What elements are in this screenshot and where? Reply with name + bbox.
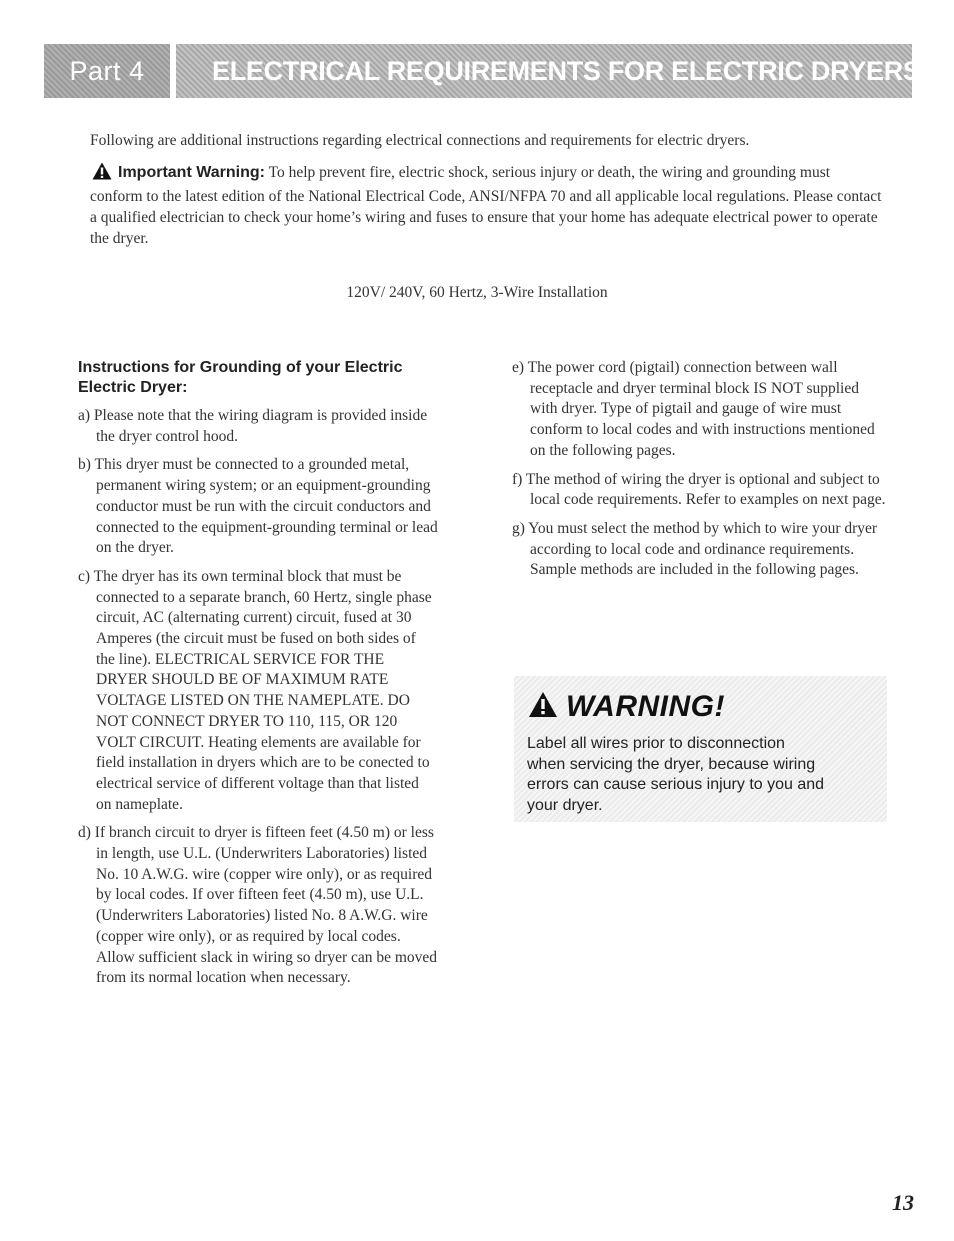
grounding-instructions-right xyxy=(512,358,887,589)
title-bar xyxy=(176,44,921,98)
warning-box xyxy=(514,676,887,822)
warning-triangle-icon xyxy=(528,691,558,723)
warning-text: Label all wires prior to disconnection when servicing the dryer, because wiring errors can cause serious injury to you and your dryer. xyxy=(527,735,825,814)
page-title: ELECTRICAL REQUIREMENTS FOR ELECTRIC DRYERS xyxy=(212,56,921,86)
installation-type: 120V/ 240V, 60 Hertz, 3-Wire Installation xyxy=(346,284,608,301)
list-item: c) The dryer has its own terminal block that must be connected to a separate branch, 60 Hertz, single phase circuit, AC (alternating current) circuit, fused at 30 Amperes (the circuit must be fused on both sides of the line). ELECTRICAL SERVICE FOR THE DRYER SHOULD BE OF MAXIMUM RATE VOLTAGE LISTED ON THE NAMEPLATE. DO NOT CONNECT DRYER TO 110, 115, OR 120 VOLT CIRCUIT. Heating elements are available for field installation in dryers which are to be conected to electrical service of different voltage than that listed on nameplate. xyxy=(78,567,432,813)
list-item: g) You must select the method by which to wire your dryer according to local code and ordinance requirements. Sample methods are included in the following pages. xyxy=(512,519,878,579)
page-number: 13 xyxy=(892,1190,914,1215)
important-warning-text: To help prevent fire, electric shock, serious injury or death, the wiring and grounding must conform to the latest edition of the National Electrical Code, ANSI/NFPA 70 and all applicable local regulations. Please contact a qualified electrician to check your home’s wiring and fuses to ensure that your home has adequate electrical power to operate the dryer. xyxy=(90,164,882,247)
page-header xyxy=(44,44,921,98)
part-tab: Part 4 xyxy=(44,44,170,98)
warning-triangle-icon xyxy=(92,162,112,186)
grounding-heading: Instructions for Grounding of your Electric Electric Dryer: xyxy=(78,359,403,396)
warning-title: WARNING! xyxy=(566,690,725,723)
list-item: b) This dryer must be connected to a grounded metal, permanent wiring system; or an equipment-grounding conductor must be run with the circuit conductors and connected to the equipment-grounding terminal or lead on the dryer. xyxy=(78,456,438,557)
important-warning-label: Important Warning: xyxy=(118,164,265,181)
list-item: f) The method of wiring the dryer is optional and subject to local code requirements. Refer to examples on next page. xyxy=(512,470,886,509)
important-warning xyxy=(90,162,885,249)
list-item: d) If branch circuit to dryer is fifteen feet (4.50 m) or less in length, use U.L. (Underwriters Laboratories) listed No. 10 A.W.G. wire (copper wire only), or as required by local codes. If over fifteen feet (4.50 m), use U.L. (Underwriters Laboratories) listed No. 8 A.W.G. wire (copper wire only), or as required by local codes. Allow sufficient slack in wiring so dryer can be moved from its normal location when necessary. xyxy=(78,824,438,987)
warning-header xyxy=(528,690,725,724)
intro-text: Following are additional instructions regarding electrical connections and requirements for electric dryers. xyxy=(90,132,750,149)
list-item: a) Please note that the wiring diagram is provided inside the dryer control hood. xyxy=(78,407,428,445)
grounding-instructions-left xyxy=(78,358,438,997)
list-item: e) The power cord (pigtail) connection between wall receptacle and dryer terminal block IS NOT supplied with dryer. Type of pigtail and gauge of wire must conform to local codes and with instructions mentioned on the following pages. xyxy=(512,359,875,459)
